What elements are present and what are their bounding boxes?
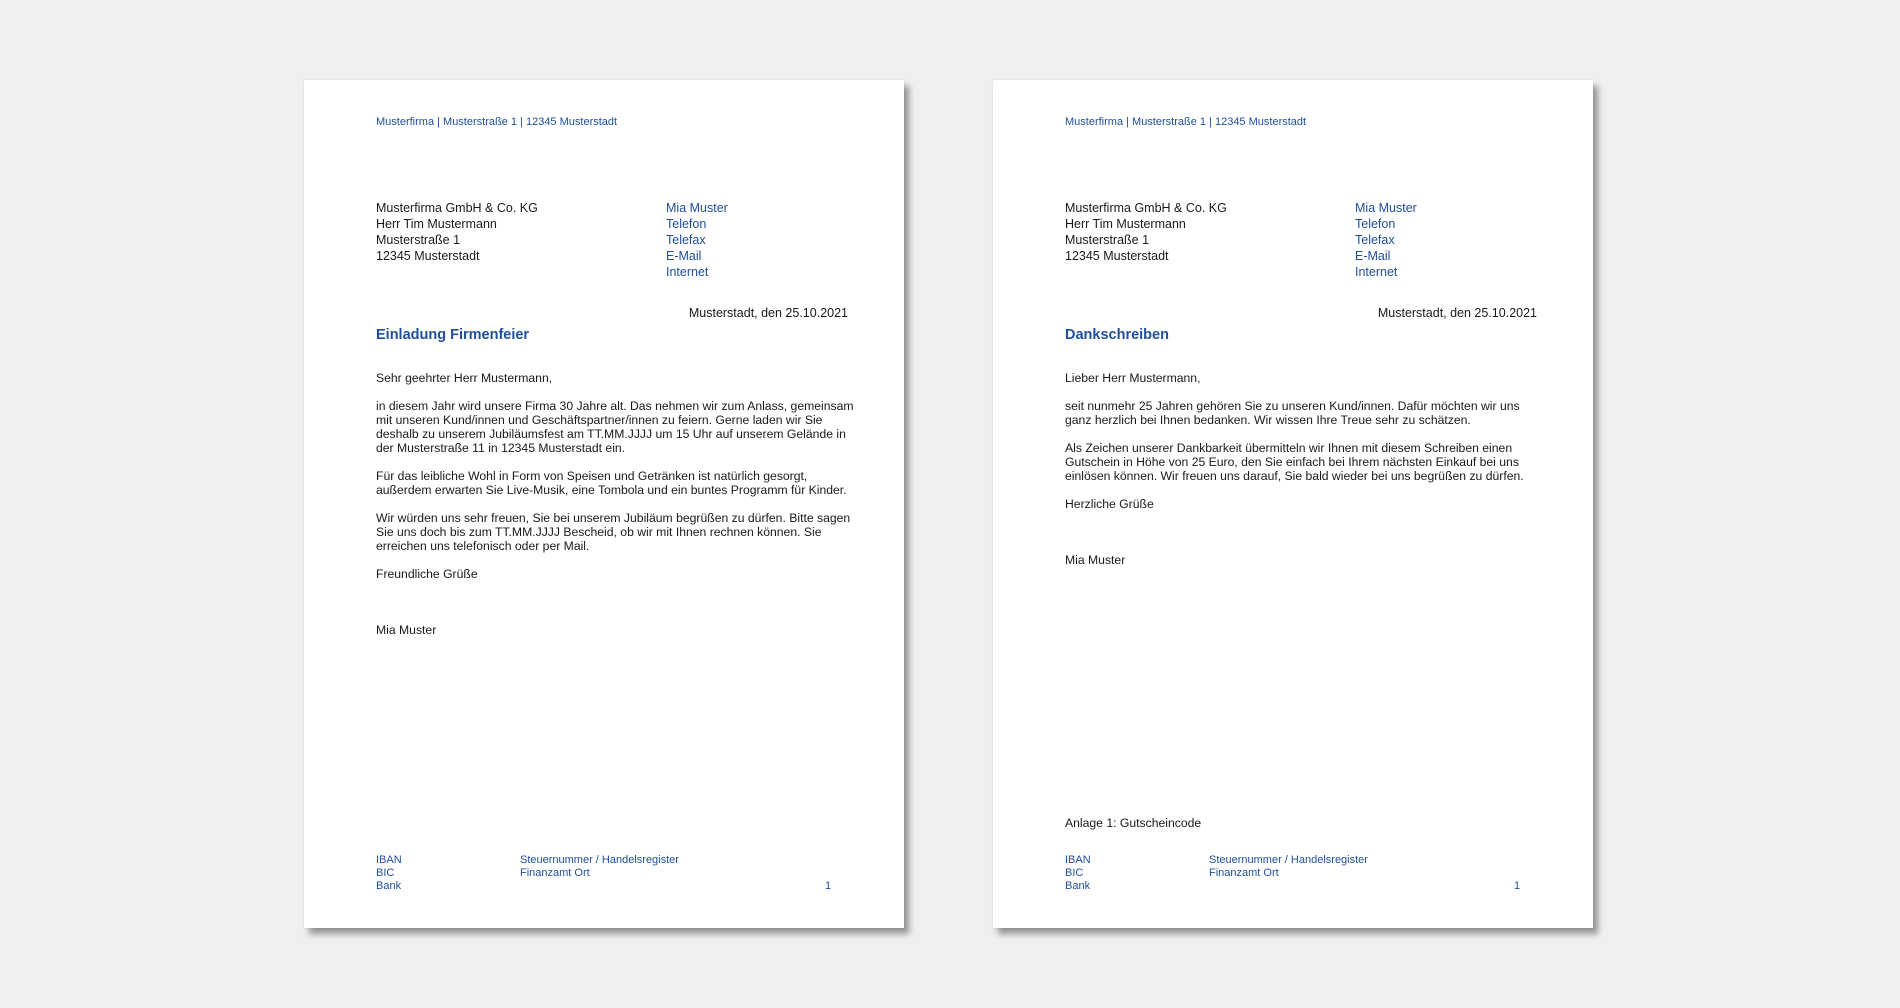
salutation: Sehr geehrter Herr Mustermann, bbox=[376, 371, 553, 385]
footer-bank-info bbox=[1065, 854, 1091, 893]
paragraph: seit nunmehr 25 Jahren gehören Sie zu unseren Kund/innen. Dafür möchten wir uns ganz herzlich bei Ihnen bedanken. Wir wissen Ihre Treue sehr zu schätzen. bbox=[1065, 399, 1520, 427]
recipient-address bbox=[1065, 200, 1227, 264]
footer-iban: IBAN bbox=[376, 854, 402, 866]
paragraph: Als Zeichen unserer Dankbarkeit übermitteln wir Ihnen mit diesem Schreiben einen Gutschein in Höhe von 25 Euro, den Sie einfach bei Ihrem nächsten Einkauf bei uns einlösen können. Wir freuen uns darauf, Sie bald wieder bei uns begrüßen zu dürfen. bbox=[1065, 441, 1524, 483]
signer-name: Mia Muster bbox=[376, 623, 437, 637]
contact-website: Internet bbox=[666, 265, 709, 279]
contact-email: E-Mail bbox=[1355, 249, 1391, 263]
signer-name: Mia Muster bbox=[1065, 553, 1126, 567]
contact-fax: Telefax bbox=[666, 233, 706, 247]
letter-body bbox=[1065, 371, 1543, 581]
recipient-city: 12345 Musterstadt bbox=[376, 249, 480, 263]
letter-date: Musterstadt, den 25.10.2021 bbox=[688, 306, 848, 320]
recipient-street: Musterstraße 1 bbox=[1065, 233, 1150, 247]
letter-subject: Einladung Firmenfeier bbox=[376, 327, 530, 343]
contact-person: Mia Muster bbox=[1355, 201, 1417, 215]
recipient-name: Herr Tim Mustermann bbox=[1065, 217, 1186, 231]
letter-body bbox=[376, 371, 854, 651]
recipient-company: Musterfirma GmbH & Co. KG bbox=[1065, 201, 1227, 215]
footer-tax-number: Steuernummer / Handelsregister bbox=[520, 854, 679, 866]
contact-phone: Telefon bbox=[666, 217, 707, 231]
footer-iban: IBAN bbox=[1065, 854, 1091, 866]
footer-tax-info bbox=[1209, 854, 1368, 880]
letter-date: Musterstadt, den 25.10.2021 bbox=[1377, 306, 1537, 320]
attachment-note: Anlage 1: Gutscheincode bbox=[1065, 816, 1202, 830]
footer-tax-office: Finanzamt Ort bbox=[1209, 867, 1279, 879]
paragraph: Für das leibliche Wohl in Form von Speisen und Getränken ist natürlich gesorgt, außerdem erwarten Sie Live-Musik, eine Tombola und ein buntes Programm für Kinder. bbox=[376, 469, 847, 497]
footer-tax-office: Finanzamt Ort bbox=[520, 867, 590, 879]
salutation: Lieber Herr Mustermann, bbox=[1065, 371, 1201, 385]
contact-phone: Telefon bbox=[1355, 217, 1396, 231]
contact-block bbox=[666, 200, 728, 280]
paragraph: in diesem Jahr wird unsere Firma 30 Jahre alt. Das nehmen wir zum Anlass, gemeinsam mit unseren Kund/innen und Geschäftspartner/innen zu feiern. Gerne laden wir Sie deshalb zu unserem Jubiläumsfest am TT.MM.JJJJ um 15 Uhr auf unserem Gelände in der Musterstraße 11 in 12345 Musterstadt ein. bbox=[376, 399, 854, 455]
page-number: 1 bbox=[825, 880, 832, 892]
letter-page-thank-you bbox=[993, 80, 1593, 928]
contact-block bbox=[1355, 200, 1417, 280]
contact-person: Mia Muster bbox=[666, 201, 728, 215]
letter-page-invitation bbox=[304, 80, 904, 928]
sender-line: Musterfirma | Musterstraße 1 | 12345 Musterstadt bbox=[1065, 116, 1307, 128]
footer-tax-info bbox=[520, 854, 679, 880]
footer-bank: Bank bbox=[376, 880, 402, 892]
closing: Herzliche Grüße bbox=[1065, 497, 1154, 511]
footer-tax-number: Steuernummer / Handelsregister bbox=[1209, 854, 1368, 866]
sender-line: Musterfirma | Musterstraße 1 | 12345 Musterstadt bbox=[376, 116, 618, 128]
page-number: 1 bbox=[1514, 880, 1521, 892]
letter-subject: Dankschreiben bbox=[1065, 327, 1169, 343]
contact-fax: Telefax bbox=[1355, 233, 1395, 247]
recipient-name: Herr Tim Mustermann bbox=[376, 217, 497, 231]
contact-email: E-Mail bbox=[666, 249, 702, 263]
footer-bank: Bank bbox=[1065, 880, 1091, 892]
contact-website: Internet bbox=[1355, 265, 1398, 279]
closing: Freundliche Grüße bbox=[376, 567, 478, 581]
footer-bank-info bbox=[376, 854, 402, 893]
footer-bic: BIC bbox=[376, 867, 395, 879]
footer-bic: BIC bbox=[1065, 867, 1084, 879]
paragraph: Wir würden uns sehr freuen, Sie bei unserem Jubiläum begrüßen zu dürfen. Bitte sagen Sie uns doch bis zum TT.MM.JJJJ Bescheid, ob wir mit Ihnen rechnen können. Sie erreichen uns telefonisch oder per Mail. bbox=[376, 511, 851, 553]
recipient-company: Musterfirma GmbH & Co. KG bbox=[376, 201, 538, 215]
recipient-city: 12345 Musterstadt bbox=[1065, 249, 1169, 263]
recipient-street: Musterstraße 1 bbox=[376, 233, 461, 247]
recipient-address bbox=[376, 200, 538, 264]
